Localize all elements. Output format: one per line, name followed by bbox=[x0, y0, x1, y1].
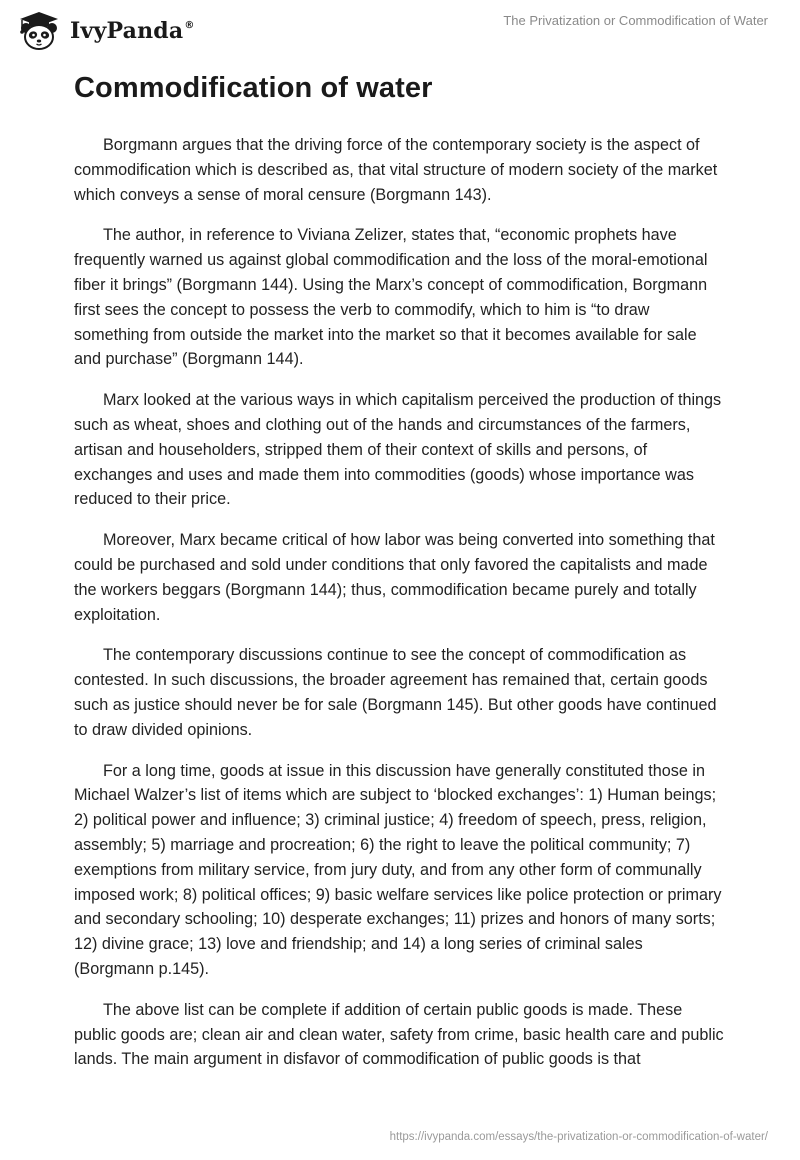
paragraph: Marx looked at the various ways in which capitalism perceived the production of things such as wheat, shoes and clothing out of the hands and circumstances of the farmers, artisan and householders, stripped them of their context of skills and persons, of exchanges and uses and made them into commodities (goods) whose importance was reduced to their price. bbox=[74, 391, 722, 509]
brand-name: IvyPanda® bbox=[70, 18, 195, 44]
paragraph: The author, in reference to Viviana Zelizer, states that, “economic prophets have frequently warned us against global commodification and the loss of the moral-emotional fiber it brings” (Borgmann 144). Using the Marx’s concept of commodification, Borgmann first sees the concept to possess the verb to commodify, which to him is “to draw something from outside the market into the market so that it becomes available for sale and purchase” (Borgmann 144). bbox=[74, 226, 708, 369]
paragraph: Moreover, Marx became critical of how labor was being converted into something that could be purchased and sold under conditions that only favored the capitalists and made the workers beggars (Borgmann 144); thus, commodification became purely and totally exploitation. bbox=[74, 531, 715, 624]
brand-logo[interactable] bbox=[14, 9, 195, 51]
panda-graduate-icon bbox=[14, 9, 64, 51]
paragraph: Borgmann argues that the driving force of the contemporary society is the aspect of commodification which is described as, that vital structure of modern society of the market which conveys a sense of moral censure (Borgmann 143). bbox=[74, 136, 718, 204]
article-heading: Commodification of water bbox=[74, 72, 433, 104]
paragraph: The above list can be complete if addition of certain public goods is made. These public goods are; clean air and clean water, safety from crime, basic health care and public lands. The main argument in disfavor of commodification of public goods is that bbox=[74, 1000, 724, 1069]
article-body bbox=[74, 133, 726, 1088]
page-header bbox=[0, 0, 800, 60]
paragraph: For a long time, goods at issue in this discussion have generally constituted those in Michael Walzer’s list of items which are subject to ‘blocked exchanges’: 1) Human beings; 2) political power and influence; 3) criminal justice; 4) freedom of speech, press, religion, assembly; 5) marriage and procreation; 6) the right to leave the political community; 7) exemptions from military service, from jury duty, and from any other form of communally imposed work; 8) political offices; 9) basic welfare services like police protection or primary and secondary schooling; 10) desperate exchanges; 11) prizes and honors of many sorts; 12) divine grace; 13) love and friendship; and 14) a long series of criminal sales (Borgmann p.145). bbox=[74, 761, 722, 978]
source-url-link[interactable]: https://ivypanda.com/essays/the-privatization-or-commodification-of-water/ bbox=[389, 1131, 768, 1143]
document-title: The Privatization or Commodification of Water bbox=[503, 13, 768, 28]
registered-mark: ® bbox=[184, 19, 195, 31]
paragraph: The contemporary discussions continue to see the concept of commodification as contested. In such discussions, the broader agreement has remained that, certain goods such as justice should never be for sale (Borgmann 145). But other goods have continued to draw divided opinions. bbox=[74, 646, 717, 739]
